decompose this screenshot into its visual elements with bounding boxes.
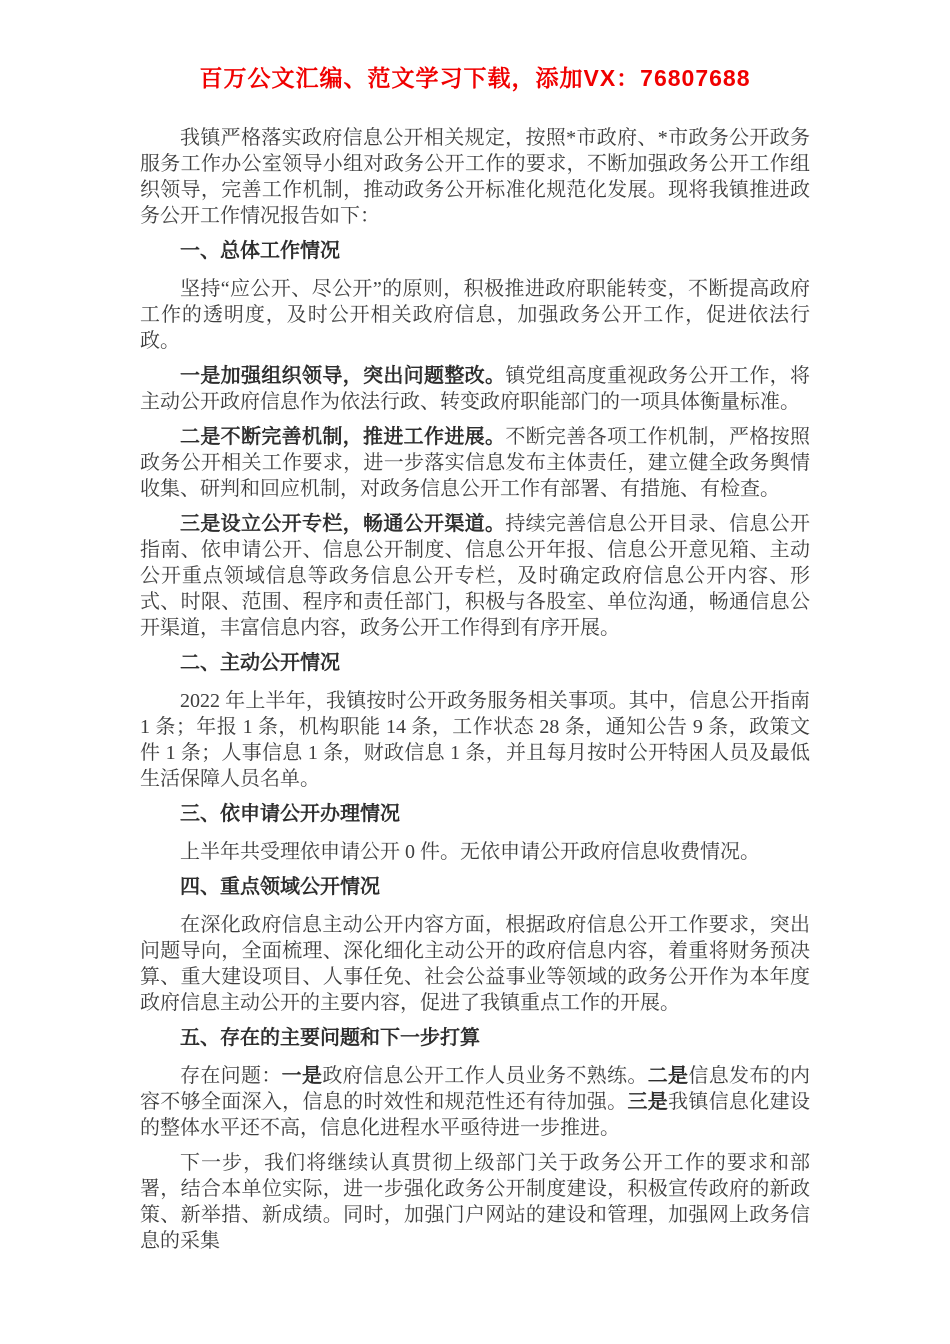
section-heading xyxy=(140,1025,810,1051)
bold-run: 一是 xyxy=(281,1065,323,1087)
paragraph xyxy=(140,1150,810,1254)
text-run: 存在问题： xyxy=(180,1065,282,1087)
section-heading xyxy=(140,801,810,827)
promo-banner: 百万公文汇编、范文学习下载，添加VX：76807688 xyxy=(199,65,751,91)
bold-run: 二是不断完善机制，推进工作进展。 xyxy=(180,426,506,448)
paragraph xyxy=(140,276,810,354)
text-run: 2022 年上半年，我镇按时公开政务服务相关事项。其中，信息公开指南 1 条；年报 1 条，机构职能 14 条，工作状态 28 条，通知公告 9 条，政策文件 1 条；人事信息 1 条，财政信息 1 条，并且每月按时公开特困人员及最低生活保障人员名单。 xyxy=(140,690,810,790)
paragraph xyxy=(140,912,810,1016)
bold-run: 五、存在的主要问题和下一步打算 xyxy=(180,1027,480,1049)
bold-run: 三、依申请公开办理情况 xyxy=(180,803,400,825)
section-heading xyxy=(140,238,810,264)
text-run: 上半年共受理依申请公开 0 件。无依申请公开政府信息收费情况。 xyxy=(180,841,760,863)
bold-run: 二、主动公开情况 xyxy=(180,652,340,674)
document-body xyxy=(140,125,810,1254)
bold-run: 一、总体工作情况 xyxy=(180,240,340,262)
text-run: 持续完善信息公开目录、信息公开指南、依申请公开、信息公开制度、信息公开年报、信息公开意见箱、主动公开重点领域信息等政务信息公开专栏，及时确定政府信息公开内容、形式、时限、范围、程序和责任部门，积极与各股室、单位沟通，畅通信息公开渠道，丰富信息内容，政务公开工作得到有序开展。 xyxy=(140,513,811,639)
paragraph xyxy=(140,688,810,792)
text-run: 坚持“应公开、尽公开”的原则，积极推进政府职能转变，不断提高政府工作的透明度，及时公开相关政府信息，加强政务公开工作，促进依法行政。 xyxy=(140,278,810,352)
text-run: 信息发布的内容不够全面深入，信息的时效性和规范性还有待加强。 xyxy=(140,1065,811,1113)
bold-run: 三是设立公开专栏，畅通公开渠道。 xyxy=(180,513,506,535)
paragraph xyxy=(140,363,810,415)
paragraph xyxy=(140,125,810,229)
paragraph xyxy=(140,839,810,865)
section-heading xyxy=(140,650,810,676)
paragraph xyxy=(140,511,810,641)
bold-run: 三是 xyxy=(627,1091,669,1113)
bold-run: 二是 xyxy=(647,1065,689,1087)
bold-run: 四、重点领域公开情况 xyxy=(180,876,380,898)
paragraph xyxy=(140,1063,810,1141)
text-run: 我镇信息化建设的整体水平还不高，信息化进程水平亟待进一步推进。 xyxy=(140,1091,810,1139)
text-run: 不断完善各项工作机制，严格按照政务公开相关工作要求，进一步落实信息发布主体责任，建立健全政务舆情收集、研判和回应机制，对政务信息公开工作有部署、有措施、有检查。 xyxy=(140,426,811,500)
paragraph xyxy=(140,424,810,502)
text-run: 镇党组高度重视政务公开工作，将主动公开政府信息作为依法行政、转变政府职能部门的一项具体衡量标准。 xyxy=(140,365,811,413)
text-run: 下一步，我们将继续认真贯彻上级部门关于政务公开工作的要求和部署，结合本单位实际，进一步强化政务公开制度建设，积极宣传政府的新政策、新举措、新成绩。同时，加强门户网站的建设和管理，加强网上政务信息的采集 xyxy=(140,1152,810,1252)
text-run: 我镇严格落实政府信息公开相关规定，按照*市政府、*市政务公开政务服务工作办公室领导小组对政务公开工作的要求，不断加强政务公开工作组织领导，完善工作机制，推动政务公开标准化规范化发展。现将我镇推进政务公开工作情况报告如下： xyxy=(140,127,810,227)
text-run: 在深化政府信息主动公开内容方面，根据政府信息公开工作要求，突出问题导向，全面梳理、深化细化主动公开的政府信息内容，着重将财务预决算、重大建设项目、人事任免、社会公益事业等领域的政务公开作为本年度政府信息主动公开的主要内容，促进了我镇重点工作的开展。 xyxy=(140,914,810,1014)
bold-run: 一是加强组织领导，突出问题整改。 xyxy=(180,365,506,387)
section-heading xyxy=(140,874,810,900)
text-run: 政府信息公开工作人员业务不熟练。 xyxy=(322,1065,648,1087)
